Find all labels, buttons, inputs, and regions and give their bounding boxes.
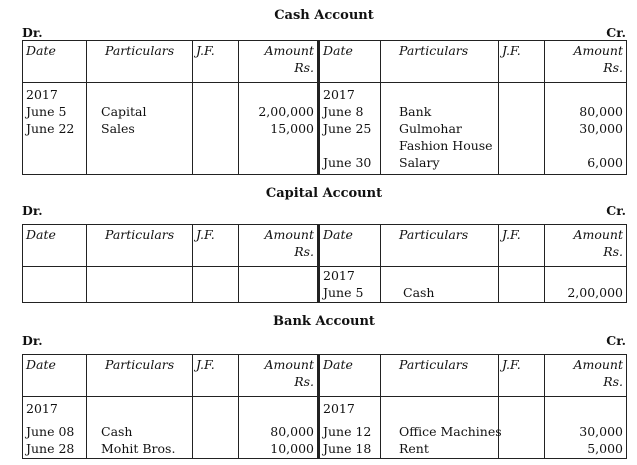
table-row <box>23 83 627 175</box>
entry-amount <box>242 86 314 103</box>
capital-ledger-table <box>22 224 627 303</box>
entry-amount <box>548 137 623 154</box>
entry-date: June 5 <box>323 285 364 300</box>
debit-label: Dr. <box>22 25 43 40</box>
entry-particulars: Bank <box>399 104 432 119</box>
jf-header: J.F. <box>499 225 545 267</box>
date-header: Date <box>319 41 381 83</box>
jf-header: J.F. <box>499 355 545 397</box>
debit-label: Dr. <box>22 203 43 218</box>
entry-date: 2017 <box>323 87 355 102</box>
entry-amount: 30,000 <box>579 424 623 439</box>
entry-particulars: Cash <box>101 424 133 439</box>
cash-ledger-table <box>22 40 627 175</box>
entry-date: June 8 <box>323 104 364 119</box>
jf-header: J.F. <box>193 41 239 83</box>
particulars-header: Particulars <box>87 355 193 397</box>
entry-date: 2017 <box>26 87 58 102</box>
entry-particulars: Gulmohar <box>399 121 462 136</box>
entry-amount: 2,00,000 <box>258 104 314 119</box>
entry-date: June 30 <box>323 155 372 170</box>
date-header: Date <box>319 355 381 397</box>
jf-header: J.F. <box>499 41 545 83</box>
entry-particulars: Capital <box>101 104 147 119</box>
entry-amount: 80,000 <box>579 104 623 119</box>
entry-particulars <box>399 86 495 103</box>
credit-label: Cr. <box>606 203 626 218</box>
entry-amount: 2,00,000 <box>567 285 623 300</box>
entry-particulars: Office Machines <box>399 424 502 439</box>
entry-date: June 25 <box>323 121 372 136</box>
entry-date: 2017 <box>26 401 58 416</box>
entry-amount: 10,000 <box>270 441 314 456</box>
entry-amount <box>548 267 623 284</box>
particulars-header: Particulars <box>87 41 193 83</box>
table-row <box>23 397 627 459</box>
table-row <box>23 267 627 303</box>
entry-particulars <box>101 86 189 103</box>
amount-header: Amount Rs. <box>545 41 627 83</box>
jf-header: J.F. <box>193 225 239 267</box>
entry-date: June 12 <box>323 424 372 439</box>
header-row <box>23 355 627 397</box>
entry-amount: 5,000 <box>587 441 623 456</box>
debit-label: Dr. <box>22 333 43 348</box>
bank-account <box>22 313 626 459</box>
amount-header: Amount Rs. <box>545 225 627 267</box>
entry-particulars: Mohit Bros. <box>101 441 176 456</box>
entry-amount: 15,000 <box>270 121 314 136</box>
entry-date: June 5 <box>26 104 67 119</box>
entry-date: June 22 <box>26 121 75 136</box>
jf-header: J.F. <box>193 355 239 397</box>
date-header: Date <box>23 355 87 397</box>
cash-account-title: Cash Account <box>274 8 374 23</box>
particulars-header: Particulars <box>87 225 193 267</box>
entry-date <box>323 137 377 154</box>
entry-date: June 28 <box>26 441 75 456</box>
entry-amount: 80,000 <box>270 424 314 439</box>
entry-particulars: Sales <box>101 121 135 136</box>
entry-date: June 08 <box>26 424 75 439</box>
entry-amount <box>548 400 623 417</box>
credit-label: Cr. <box>606 25 626 40</box>
entry-particulars: Rent <box>399 441 429 456</box>
particulars-header: Particulars <box>381 41 499 83</box>
date-header: Date <box>319 225 381 267</box>
amount-header: Amount Rs. <box>239 355 319 397</box>
date-header: Date <box>23 41 87 83</box>
amount-header: Amount Rs. <box>239 41 319 83</box>
entry-amount <box>242 400 314 417</box>
credit-label: Cr. <box>606 333 626 348</box>
amount-header: Amount Rs. <box>239 225 319 267</box>
header-row <box>23 41 627 83</box>
cash-account <box>22 7 626 175</box>
entry-particulars: Salary <box>399 155 440 170</box>
bank-ledger-table <box>22 354 627 459</box>
bank-account-title: Bank Account <box>273 314 375 329</box>
entry-amount: 6,000 <box>587 155 623 170</box>
capital-account <box>22 185 626 303</box>
header-row <box>23 225 627 267</box>
date-header: Date <box>23 225 87 267</box>
entry-particulars <box>399 400 495 417</box>
amount-header: Amount Rs. <box>545 355 627 397</box>
entry-date: June 18 <box>323 441 372 456</box>
capital-account-title: Capital Account <box>265 186 383 201</box>
entry-particulars <box>101 400 189 417</box>
entry-particulars: Fashion House <box>399 138 493 153</box>
entry-date: 2017 <box>323 268 355 283</box>
entry-particulars <box>399 267 495 284</box>
particulars-header: Particulars <box>381 225 499 267</box>
entry-particulars: Cash <box>403 285 435 300</box>
entry-amount <box>548 86 623 103</box>
entry-date: 2017 <box>323 401 355 416</box>
entry-amount: 30,000 <box>579 121 623 136</box>
particulars-header: Particulars <box>381 355 499 397</box>
